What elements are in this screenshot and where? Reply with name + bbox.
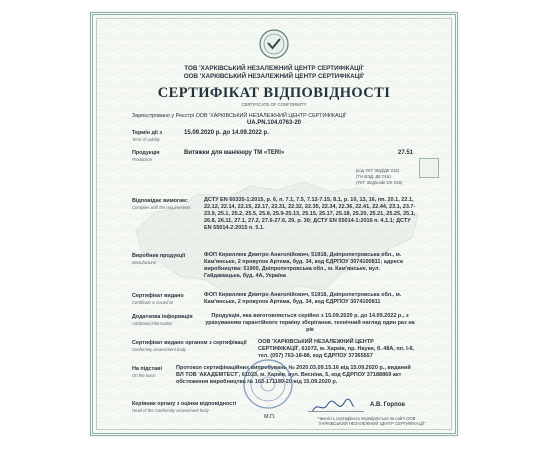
additional-text: Продукція, яка виготовляється серійно з 15.09.2020 р. до 14.09.2022 р., з урахуванням гарантійного терміну зберігання, технічний нагляд один раз на рік xyxy=(205,313,415,333)
product-value: Витяжки для манікюру ТМ «TERI» xyxy=(184,150,285,156)
certificate-document xyxy=(88,10,460,438)
certificate-title: СЕРТИФІКАТ ВІДПОВІДНОСТІ xyxy=(157,85,391,101)
body-sub: Conformity assessment body xyxy=(132,347,186,352)
official-stamp-icon xyxy=(242,358,294,410)
holder-text: ФОП Кириллюк Дмитро Анатолійович, 51918, Дніпропетровська обл., м. Кам'янське, 2 провулок Артема, буд. 34, код ЄДРПОУ 3074100811 xyxy=(204,292,402,305)
manufacturer-sub: Manufacturer xyxy=(132,260,157,265)
validity-sub: Term of validity xyxy=(132,137,161,142)
product-code-note-1: (код УКТ ЗЕД/ДК 016) xyxy=(356,168,400,173)
basis-label: На підставі xyxy=(132,366,162,372)
registration-number: UA.PN.104.0763-20 xyxy=(246,120,302,126)
holder-sub: Certificate is issued to xyxy=(132,300,173,305)
product-code-note-3: (УКТ ЗЕД/code DK 016) xyxy=(356,180,403,185)
validity-label: Термін дії з xyxy=(132,130,163,136)
additional-sub: Additional information xyxy=(132,321,173,326)
validity-check-note: Чинність сертифіката перевіряється на сайті ООВ 'ХАРКІВСЬКИЙ НЕЗАЛЕЖНИЙ ЦЕНТР СЕРТИФІКАЦІЇ' xyxy=(318,416,425,426)
issuer-line-1: ТОВ 'ХАРКІВСЬКИЙ НЕЗАЛЕЖНИЙ ЦЕНТР СЕРТИФІКАЦІЇ' xyxy=(184,65,364,72)
handwritten-signature xyxy=(310,398,356,416)
stamp-label: М.П. xyxy=(264,414,276,420)
registration-label: Зареєстровано у Реєстрі ООВ 'ХАРКІВСЬКИЙ НЕЗАЛЕЖНИЙ ЦЕНТР СЕРТИФІКАЦІЇ' xyxy=(132,113,347,119)
product-code: 27.51 xyxy=(398,150,414,156)
signatory-name: А.В. Горпов xyxy=(370,402,406,408)
product-label: Продукція xyxy=(132,150,160,156)
product-code-note-2: (ТН ВЭД, ДК 016) xyxy=(356,174,391,179)
issuer-line-2: ООВ 'ХАРКІВСЬКИЙ НЕЗАЛЕЖНИЙ ЦЕНТР СЕРТИФІКАЦІЇ' xyxy=(183,73,365,80)
requirements-sub: Complies with the requirements xyxy=(132,205,191,210)
manufacturer-label: Виробник продукції xyxy=(132,253,186,259)
requirements-text: ДСТУ EN 60335-1:2015, р. 6, п. 7.1, 7.5, 7.12-7.15, 8.1, р. 10, 13, 16, пп. 20.1, 22.1, 22.12, 22.14, 22.15, 22.17, 22.31, 22.32, 22.35, 22.34, 22.36, 22.41, 22.44, 23.1, 23.7-23.9, 25.1, 25.2, 25.5, 25.8, 25.9-25.13, 25.15, 25.17, 25.18, 25.20, 25.21, 25.25, 25.1, 26.8, 26.11, 27.1, 27.2, 27.6-27.6, 29, р. 30; ДСТУ EN 55014-1:2016 п. 4.1.1; ДСТУ EN 55014-2:2015 п. 5.1. xyxy=(204,197,416,231)
certificate-subtitle: CERTIFICATE OF CONFORMITY xyxy=(241,102,307,107)
validity-value: 15.09.2020 р. до 14.09.2022 р. xyxy=(184,130,269,136)
qr-code-icon xyxy=(419,158,439,178)
product-sub: Production xyxy=(132,157,153,162)
body-label: Сертифікат видано органом з сертифікації xyxy=(132,340,247,346)
requirements-label: Відповідає вимогам: xyxy=(132,198,188,204)
signature-label: Керівник органу з оцінки відповідності xyxy=(132,401,237,407)
manufacturer-text: ФОП Кириллюк Дмитро Анатолійович, 51918, Дніпропетровська обл., м. Кам'янське, 2 провулок Артема, буд. 34, код ЄДРПОУ 3074100811; адреса виробництва: 51900, Дніпропетровська обл., м. Кам'янське, вул. Гайдамацька, буд. 4А, Україна xyxy=(204,252,403,279)
signature-line xyxy=(308,411,364,412)
signature-sub: Head of the Conformity assessment body xyxy=(132,408,209,413)
body-text: ООВ 'ХАРКІВСЬКИЙ НЕЗАЛЕЖНИЙ ЦЕНТР СЕРТИФІКАЦІЇ', 61072, м. Харків, пр. Науки, б. 48А, пп. І-II, тел. (057) 763-18-88, код ЄДРПОУ 37365657 xyxy=(258,339,415,359)
certification-logo-icon xyxy=(258,28,290,60)
basis-sub: On the basis xyxy=(132,373,156,378)
additional-label: Додаткова інформація xyxy=(132,314,193,320)
basis-text: Протокол сертифікаційних випробувань № 2020.03.09.15.16 від 15.09.2020 р., виданий ВЛ ТОВ 'АКАДЕМТЕСТ', 61023, м. Харків, вул. Весніна, 5, код ЄДРПОУ 37188869 акт обстеження виробництва № 163-171189-20 від 15.09.2020 р. xyxy=(176,365,411,385)
holder-label: Сертифікат видано xyxy=(132,293,184,299)
